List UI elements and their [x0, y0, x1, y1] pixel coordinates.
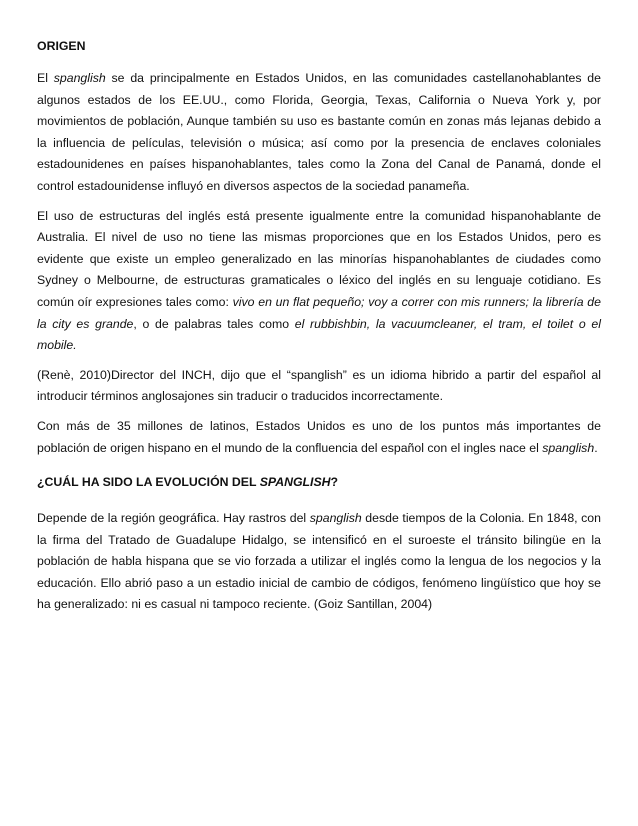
paragraph-evolucion-1 [37, 508, 601, 616]
paragraph-origen-1 [37, 68, 601, 198]
text-run: (Renè, 2010)Director del INCH, dijo que el “spanglish” es un idioma hibrido a partir del español al introducir términos anglosajones sin traducir o traducidos incorrectamente. [37, 367, 601, 404]
heading-text: ¿CUÁL HA SIDO LA EVOLUCIÓN DEL [37, 475, 260, 490]
italic-words: el rubbishbin, la vacuumcleaner, el tram, el toilet o el mobile. [37, 316, 601, 353]
paragraph-origen-2 [37, 206, 601, 357]
italic-examples: vivo en un flat pequeño; voy a correr con mis runners; la librería de la city es grande [37, 294, 601, 331]
text-run: . [594, 440, 598, 455]
text-run: desde tiempos de la Colonia. En 1848, con la firma del Tratado de Guadalupe Hidalgo, se intensificó en el suroeste el tránsito bilingüe en la población de habla hispana que se vio forzada a utilizar el inglés como la lengua de los negocios y la educación. Ello abrió paso a un estadio inicial de cambio de códigos, fenómeno lingüístico que hoy se ha generalizado: ni es casual ni tampoco reciente. (Goiz Santillan, 2004) [37, 511, 601, 612]
text-run: , o de palabras tales como [133, 316, 295, 331]
italic-term: spanglish [542, 440, 595, 455]
heading-italic-term: SPANGLISH [259, 475, 331, 490]
text-run: Con más de 35 millones de latinos, Estados Unidos es uno de los puntos más importantes de población de origen hispano en el mundo de la confluencia del español con el ingles nace el [37, 418, 601, 455]
heading-text: ? [330, 475, 339, 490]
paragraph-origen-3 [37, 365, 601, 408]
italic-term: spanglish [309, 511, 362, 526]
text-run: El [37, 71, 54, 85]
section-heading-origen: ORIGEN [37, 39, 86, 53]
text-run: Depende de la región geográfica. Hay rastros del [37, 511, 310, 526]
text-run: El uso de estructuras del inglés está presente igualmente entre la comunidad hispanohablante de Australia. El nivel de uso no tiene las mismas proporciones que en los Estados Unidos, pero es evidente que existe un empleo generalizado en las minorías hispanohablantes de ciudades como Sydney o Melbourne, de estructuras gramaticales o léxico del inglés en su lenguaje cotidiano. Es común oír expresiones tales como: [37, 208, 601, 309]
text-run: se da principalmente en Estados Unidos, en las comunidades castellanohablantes de algunos estados de los EE.UU., como Florida, Georgia, Texas, California o Nueva York y, por movimientos de población, Aunque también su uso es bastante común en zonas más lejanas debido a la influencia de películas, televisión o música; así como por la presencia de enclaves coloniales estadounidenes en países hispanohablantes, tales como la Zona del Canal de Panamá, donde el control estadounidense influyó en diversos aspectos de la sociedad panameña. [37, 71, 601, 193]
italic-term: spanglish [53, 71, 106, 85]
section-heading-evolucion [37, 474, 601, 490]
paragraph-origen-4 [37, 416, 601, 459]
